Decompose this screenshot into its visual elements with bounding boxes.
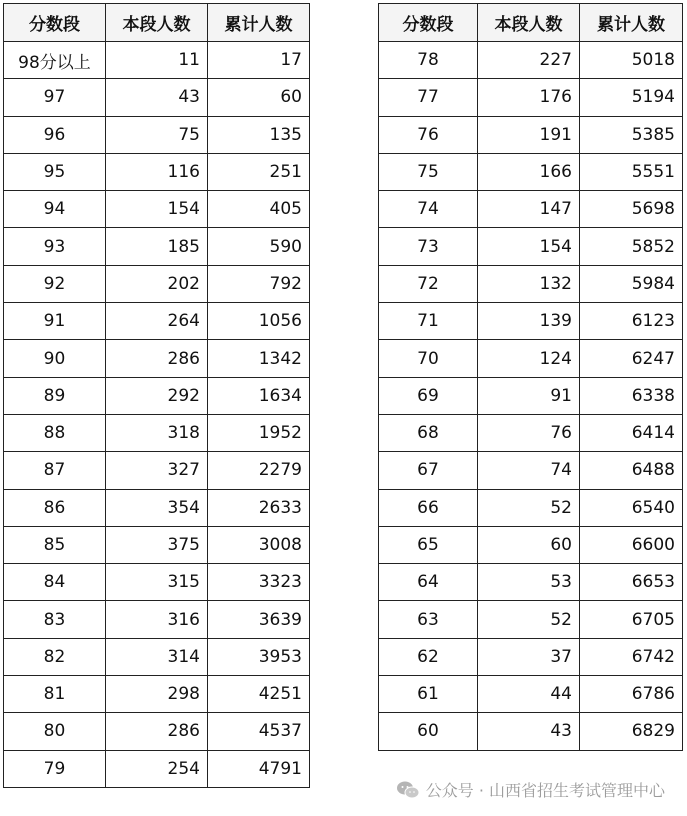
- watermark-text: 公众号 · 山西省招生考试管理中心: [425, 781, 665, 800]
- cell-score-range: 95: [4, 153, 106, 190]
- cell-score-range: 85: [4, 526, 106, 563]
- cell-segment-count: 315: [106, 564, 208, 601]
- cell-cumulative-count: 3008: [208, 526, 310, 563]
- cell-cumulative-count: 6705: [580, 601, 683, 638]
- cell-score-range: 76: [379, 116, 478, 153]
- cell-segment-count: 37: [478, 638, 580, 675]
- cell-score-range: 75: [379, 153, 478, 190]
- cell-score-range: 68: [379, 414, 478, 451]
- table-row: [379, 414, 683, 451]
- cell-cumulative-count: 3953: [208, 638, 310, 675]
- cell-cumulative-count: 5551: [580, 153, 683, 190]
- cell-cumulative-count: 1952: [208, 414, 310, 451]
- cell-segment-count: 327: [106, 452, 208, 489]
- cell-cumulative-count: 5698: [580, 191, 683, 228]
- table-row: [4, 303, 310, 340]
- cell-cumulative-count: 5984: [580, 265, 683, 302]
- cell-score-range: 86: [4, 489, 106, 526]
- cell-segment-count: 227: [478, 42, 580, 79]
- cell-cumulative-count: 792: [208, 265, 310, 302]
- table-row: [4, 564, 310, 601]
- table-row: [379, 638, 683, 675]
- cell-score-range: 94: [4, 191, 106, 228]
- cell-segment-count: 154: [106, 191, 208, 228]
- table-row: [4, 489, 310, 526]
- cell-segment-count: 185: [106, 228, 208, 265]
- cell-segment-count: 132: [478, 265, 580, 302]
- cell-score-range: 79: [4, 750, 106, 787]
- cell-score-range: 64: [379, 564, 478, 601]
- table-row: [379, 228, 683, 265]
- cell-cumulative-count: 6540: [580, 489, 683, 526]
- table-row: [379, 340, 683, 377]
- cell-score-range: 91: [4, 303, 106, 340]
- cell-score-range: 93: [4, 228, 106, 265]
- cell-score-range: 72: [379, 265, 478, 302]
- cell-cumulative-count: 6829: [580, 713, 683, 750]
- cell-score-range: 70: [379, 340, 478, 377]
- cell-segment-count: 286: [106, 340, 208, 377]
- cell-segment-count: 264: [106, 303, 208, 340]
- cell-segment-count: 318: [106, 414, 208, 451]
- cell-cumulative-count: 5852: [580, 228, 683, 265]
- table-row: [4, 340, 310, 377]
- cell-cumulative-count: 3639: [208, 601, 310, 638]
- table-row: [4, 452, 310, 489]
- cell-segment-count: 124: [478, 340, 580, 377]
- table-row: [379, 564, 683, 601]
- cell-segment-count: 91: [478, 377, 580, 414]
- cell-segment-count: 60: [478, 526, 580, 563]
- table-row: [4, 526, 310, 563]
- cell-cumulative-count: 6786: [580, 676, 683, 713]
- cell-cumulative-count: 6600: [580, 526, 683, 563]
- table-row: [379, 303, 683, 340]
- cell-score-range: 61: [379, 676, 478, 713]
- table-row: [379, 601, 683, 638]
- cell-score-range: 96: [4, 116, 106, 153]
- cell-score-range: 69: [379, 377, 478, 414]
- cell-segment-count: 375: [106, 526, 208, 563]
- cell-segment-count: 74: [478, 452, 580, 489]
- cell-segment-count: 254: [106, 750, 208, 787]
- cell-segment-count: 166: [478, 153, 580, 190]
- table-row: [4, 42, 310, 79]
- table-row: [4, 638, 310, 675]
- table-row: [379, 526, 683, 563]
- cell-segment-count: 147: [478, 191, 580, 228]
- table-row: [4, 116, 310, 153]
- cell-segment-count: 43: [106, 79, 208, 116]
- cell-cumulative-count: 5194: [580, 79, 683, 116]
- cell-cumulative-count: 60: [208, 79, 310, 116]
- cell-score-range: 92: [4, 265, 106, 302]
- table-row: [379, 191, 683, 228]
- cell-segment-count: 52: [478, 601, 580, 638]
- cell-score-range: 97: [4, 79, 106, 116]
- cell-cumulative-count: 5018: [580, 42, 683, 79]
- table-row: [379, 452, 683, 489]
- cell-segment-count: 52: [478, 489, 580, 526]
- cell-segment-count: 176: [478, 79, 580, 116]
- score-table-left: [3, 3, 310, 788]
- cell-cumulative-count: 405: [208, 191, 310, 228]
- table-row: [379, 713, 683, 750]
- cell-segment-count: 43: [478, 713, 580, 750]
- cell-cumulative-count: 6742: [580, 638, 683, 675]
- header-score-range: 分数段: [379, 4, 478, 42]
- table-row: [4, 601, 310, 638]
- cell-score-range: 74: [379, 191, 478, 228]
- cell-cumulative-count: 6414: [580, 414, 683, 451]
- table-row: [4, 713, 310, 750]
- cell-cumulative-count: 251: [208, 153, 310, 190]
- cell-cumulative-count: 4791: [208, 750, 310, 787]
- table-row: [379, 489, 683, 526]
- cell-score-range: 71: [379, 303, 478, 340]
- table-row: [4, 414, 310, 451]
- cell-segment-count: 354: [106, 489, 208, 526]
- cell-segment-count: 314: [106, 638, 208, 675]
- cell-cumulative-count: 2279: [208, 452, 310, 489]
- cell-score-range: 65: [379, 526, 478, 563]
- table-row: [379, 42, 683, 79]
- cell-score-range: 77: [379, 79, 478, 116]
- wechat-icon: [396, 780, 420, 800]
- cell-segment-count: 139: [478, 303, 580, 340]
- cell-score-range: 73: [379, 228, 478, 265]
- cell-score-range: 90: [4, 340, 106, 377]
- cell-cumulative-count: 17: [208, 42, 310, 79]
- table-row: [4, 750, 310, 787]
- cell-cumulative-count: 4537: [208, 713, 310, 750]
- cell-score-range: 67: [379, 452, 478, 489]
- cell-cumulative-count: 6338: [580, 377, 683, 414]
- table-body-left: [4, 42, 310, 788]
- table-row: [4, 377, 310, 414]
- table-row: [4, 676, 310, 713]
- table-row: [4, 228, 310, 265]
- table-row: [4, 265, 310, 302]
- header-score-range: 分数段: [4, 4, 106, 42]
- cell-score-range: 88: [4, 414, 106, 451]
- table-row: [379, 79, 683, 116]
- cell-segment-count: 298: [106, 676, 208, 713]
- cell-cumulative-count: 1342: [208, 340, 310, 377]
- table-row: [4, 191, 310, 228]
- cell-score-range: 82: [4, 638, 106, 675]
- table-row: [379, 265, 683, 302]
- cell-cumulative-count: 1634: [208, 377, 310, 414]
- table-header-row: [379, 4, 683, 42]
- header-segment-count: 本段人数: [478, 4, 580, 42]
- cell-cumulative-count: 6488: [580, 452, 683, 489]
- cell-segment-count: 191: [478, 116, 580, 153]
- header-segment-count: 本段人数: [106, 4, 208, 42]
- cell-score-range: 81: [4, 676, 106, 713]
- watermark: [396, 778, 665, 801]
- header-cumulative-count: 累计人数: [580, 4, 683, 42]
- score-table-right: [378, 3, 683, 751]
- cell-segment-count: 292: [106, 377, 208, 414]
- cell-score-range: 84: [4, 564, 106, 601]
- cell-cumulative-count: 2633: [208, 489, 310, 526]
- table-row: [379, 377, 683, 414]
- cell-segment-count: 76: [478, 414, 580, 451]
- cell-cumulative-count: 6247: [580, 340, 683, 377]
- cell-segment-count: 75: [106, 116, 208, 153]
- table-row: [379, 116, 683, 153]
- cell-score-range: 87: [4, 452, 106, 489]
- table-row: [379, 676, 683, 713]
- cell-segment-count: 202: [106, 265, 208, 302]
- cell-score-range: 83: [4, 601, 106, 638]
- cell-segment-count: 116: [106, 153, 208, 190]
- cell-segment-count: 11: [106, 42, 208, 79]
- cell-segment-count: 286: [106, 713, 208, 750]
- cell-score-range: 66: [379, 489, 478, 526]
- cell-score-range: 98分以上: [4, 42, 106, 79]
- cell-cumulative-count: 135: [208, 116, 310, 153]
- table-header-row: [4, 4, 310, 42]
- table-body-right: [379, 42, 683, 751]
- cell-score-range: 89: [4, 377, 106, 414]
- cell-score-range: 63: [379, 601, 478, 638]
- cell-cumulative-count: 6123: [580, 303, 683, 340]
- cell-score-range: 62: [379, 638, 478, 675]
- cell-score-range: 80: [4, 713, 106, 750]
- table-row: [4, 153, 310, 190]
- cell-segment-count: 154: [478, 228, 580, 265]
- cell-cumulative-count: 5385: [580, 116, 683, 153]
- cell-cumulative-count: 1056: [208, 303, 310, 340]
- cell-score-range: 78: [379, 42, 478, 79]
- cell-score-range: 60: [379, 713, 478, 750]
- header-cumulative-count: 累计人数: [208, 4, 310, 42]
- table-row: [4, 79, 310, 116]
- cell-segment-count: 316: [106, 601, 208, 638]
- cell-cumulative-count: 4251: [208, 676, 310, 713]
- cell-cumulative-count: 3323: [208, 564, 310, 601]
- cell-segment-count: 53: [478, 564, 580, 601]
- cell-cumulative-count: 6653: [580, 564, 683, 601]
- cell-cumulative-count: 590: [208, 228, 310, 265]
- cell-segment-count: 44: [478, 676, 580, 713]
- table-row: [379, 153, 683, 190]
